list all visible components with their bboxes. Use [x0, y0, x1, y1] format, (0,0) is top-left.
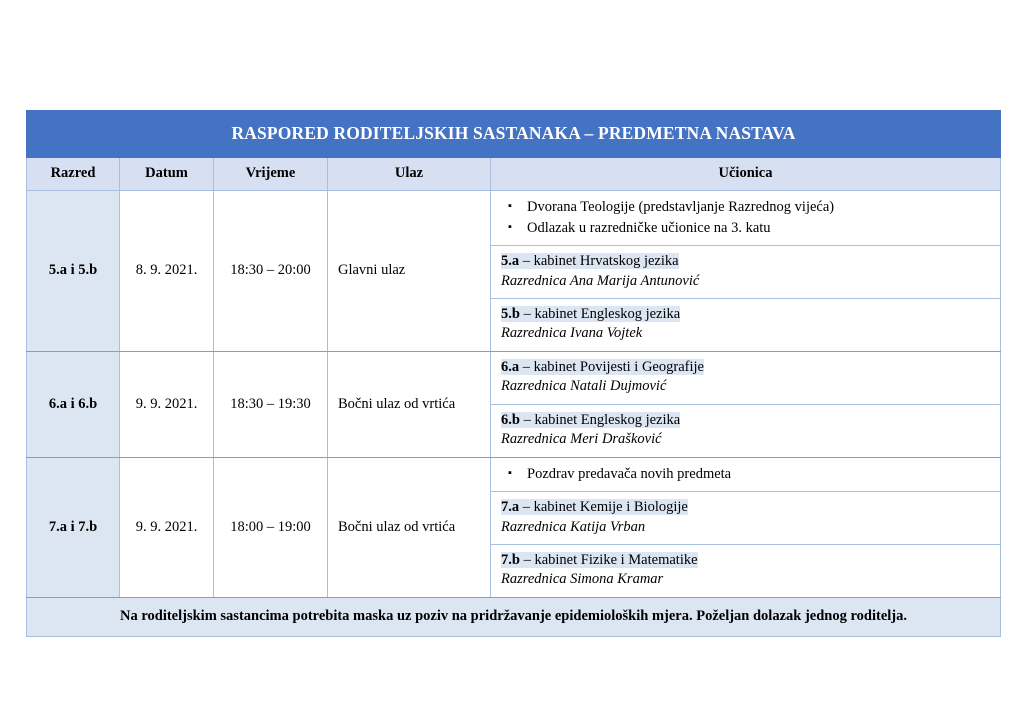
bullet-list-item [501, 464, 994, 485]
table-title-row [27, 111, 1001, 158]
homeroom-teacher: Razrednica Ivana Vojtek [501, 325, 643, 342]
schedule-note: Na roditeljskim sastancima potrebita maska uz poziv na pridržavanje epidemioloških mjera. Poželjan dolazak jednog roditelja. [27, 597, 1001, 636]
classroom-block [491, 352, 1000, 405]
classroom-title [501, 551, 994, 570]
cell-datum: 9. 9. 2021. [120, 351, 214, 457]
classroom-title [501, 411, 994, 430]
classroom-title [501, 305, 994, 324]
homeroom-teacher: Razrednica Natali Dujmović [501, 378, 667, 395]
bullet-list-item [501, 197, 994, 218]
square-bullet-icon: ▪ [508, 220, 512, 233]
cell-vrijeme: 18:00 – 19:00 [214, 457, 328, 597]
cell-vrijeme: 18:30 – 20:00 [214, 191, 328, 352]
class-code-separator: – [519, 306, 535, 322]
parent-meetings-schedule-table [26, 110, 1001, 637]
schedule-body [27, 191, 1001, 598]
class-code: 7.b [501, 551, 520, 568]
classroom-name: kabinet Engleskog jezika [534, 411, 681, 428]
classroom-title-highlight [501, 253, 679, 269]
column-header-razred: Razred [27, 158, 120, 191]
cell-ucionica [491, 457, 1001, 597]
table-row [27, 351, 1001, 457]
column-header-ulaz: Ulaz [328, 158, 491, 191]
classroom-title-highlight [501, 306, 680, 322]
classroom-title [501, 252, 994, 271]
column-header-ucionica: Učionica [491, 158, 1001, 191]
cell-datum: 8. 9. 2021. [120, 191, 214, 352]
table-row [27, 457, 1001, 597]
cell-ulaz: Bočni ulaz od vrtića [328, 351, 491, 457]
cell-ulaz: Glavni ulaz [328, 191, 491, 352]
classroom-block [491, 246, 1000, 299]
classroom-title [501, 498, 994, 517]
homeroom-teacher: Razrednica Ana Marija Antunović [501, 272, 700, 289]
class-code: 6.a [501, 358, 520, 375]
homeroom-teacher: Razrednica Katija Vrban [501, 518, 646, 535]
classroom-title-highlight [501, 552, 698, 568]
cell-ucionica [491, 191, 1001, 352]
classroom-title-highlight [501, 412, 680, 428]
cell-razred: 6.a i 6.b [27, 351, 120, 457]
class-code: 5.a [501, 253, 520, 270]
cell-razred: 5.a i 5.b [27, 191, 120, 352]
column-header-vrijeme: Vrijeme [214, 158, 328, 191]
bullet-list-block [491, 458, 1000, 493]
classroom-name: kabinet Fizike i Matematike [534, 551, 698, 568]
cell-datum: 9. 9. 2021. [120, 457, 214, 597]
class-code-separator: – [519, 499, 534, 516]
class-code: 5.b [501, 306, 520, 322]
bullet-item-text: Dvorana Teologije (predstavljanje Razrednog vijeća) [527, 199, 835, 215]
classroom-title [501, 358, 994, 377]
table-header-row [27, 158, 1001, 191]
classroom-block [491, 405, 1000, 457]
table-row [27, 191, 1001, 352]
square-bullet-icon: ▪ [508, 466, 512, 479]
cell-vrijeme: 18:30 – 19:30 [214, 351, 328, 457]
class-code-separator: – [519, 253, 534, 270]
class-code: 7.a [501, 499, 520, 516]
homeroom-teacher: Razrednica Meri Drašković [501, 431, 662, 448]
page-title: RASPORED RODITELJSKIH SASTANAKA – PREDMETNA NASTAVA [27, 111, 1001, 158]
classroom-title-highlight [501, 359, 704, 375]
table-note-row [27, 597, 1001, 636]
bullet-item-text: Pozdrav predavača novih predmeta [527, 465, 732, 482]
classroom-block [491, 299, 1000, 351]
classroom-block [491, 545, 1000, 597]
classroom-name: kabinet Kemije i Biologije [533, 499, 688, 516]
bullet-list-item [501, 218, 994, 239]
classroom-block [491, 492, 1000, 545]
classroom-name: kabinet Hrvatskog jezika [533, 253, 679, 270]
class-code-separator: – [519, 551, 535, 568]
classroom-title-highlight [501, 499, 688, 515]
square-bullet-icon: ▪ [508, 200, 512, 212]
bullet-list-block [491, 191, 1000, 246]
class-code: 6.b [501, 411, 520, 428]
cell-razred: 7.a i 7.b [27, 457, 120, 597]
class-code-separator: – [519, 358, 534, 375]
classroom-name: kabinet Povijesti i Geografije [533, 358, 704, 375]
bullet-item-text: Odlazak u razredničke učionice na 3. katu [527, 219, 771, 236]
classroom-name: kabinet Engleskog jezika [534, 306, 681, 322]
homeroom-teacher: Razrednica Simona Kramar [501, 571, 664, 588]
cell-ulaz: Bočni ulaz od vrtića [328, 457, 491, 597]
column-header-datum: Datum [120, 158, 214, 191]
cell-ucionica [491, 351, 1001, 457]
class-code-separator: – [519, 411, 535, 428]
